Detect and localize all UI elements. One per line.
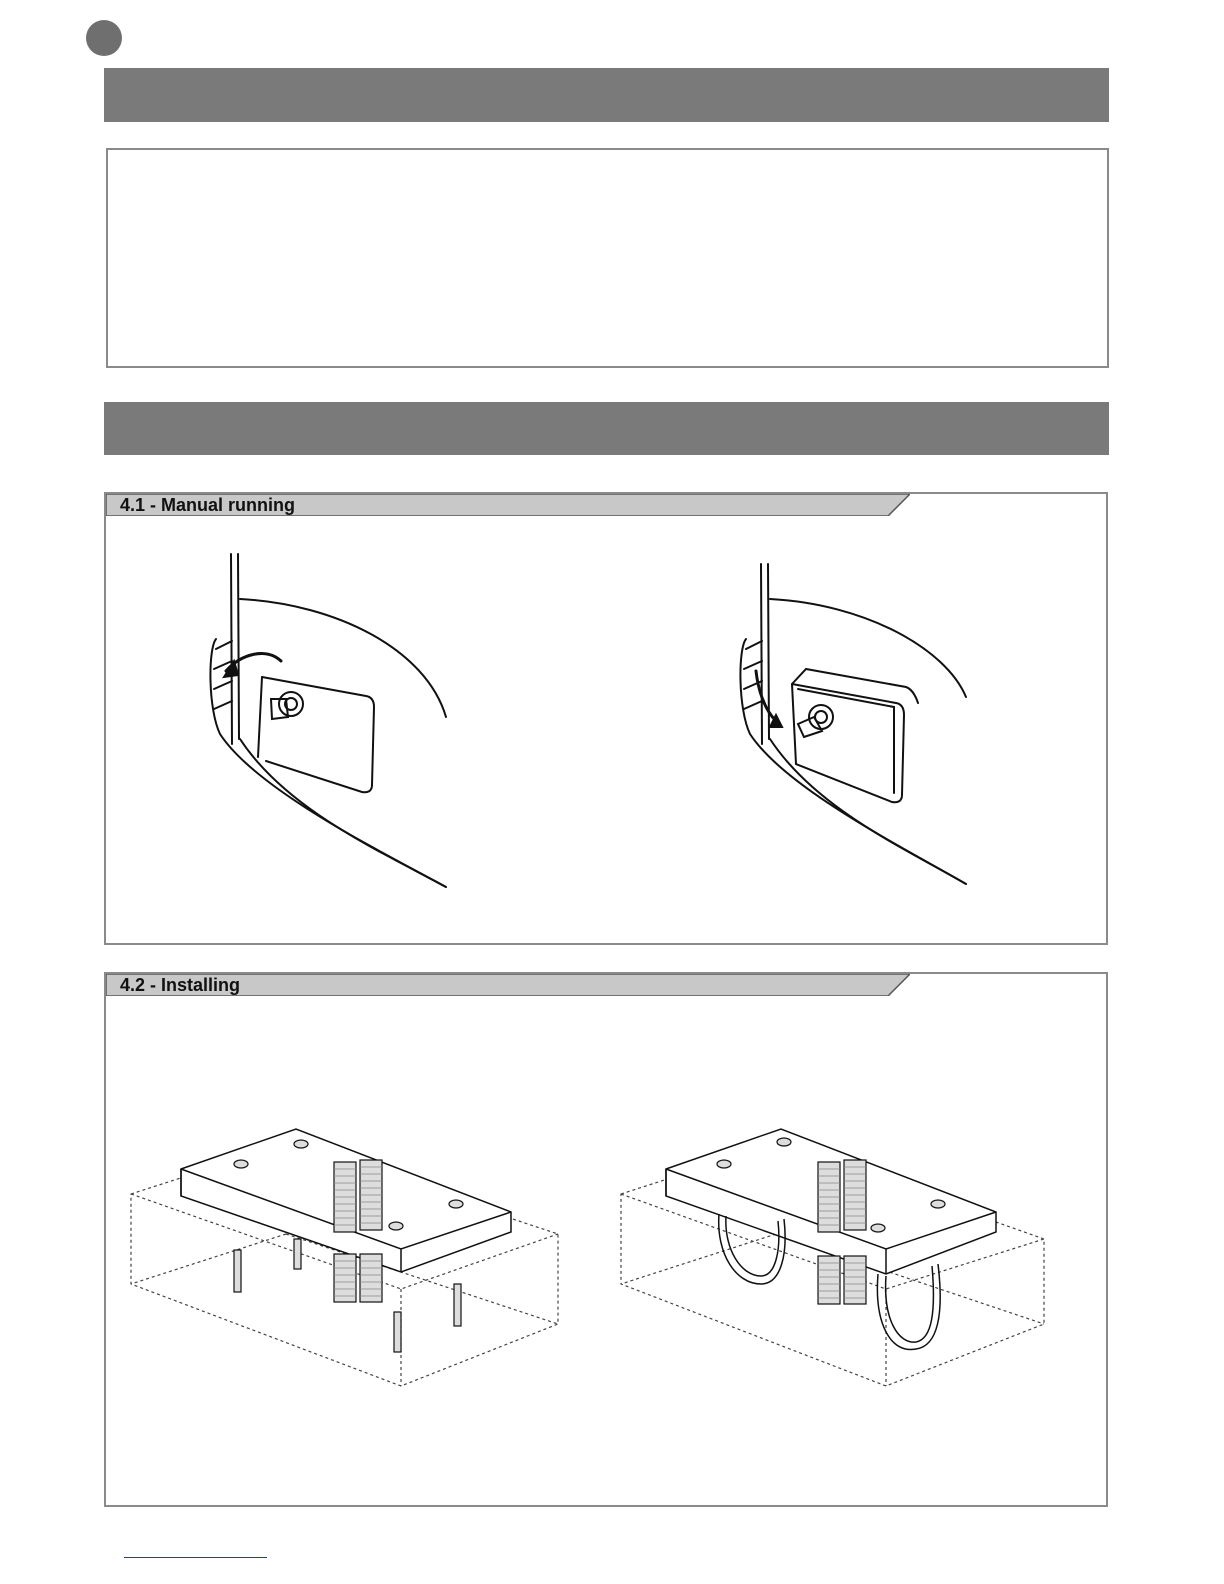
footer-line <box>124 1557 267 1558</box>
installing-panel <box>104 972 1108 1507</box>
section-header-bar <box>104 402 1109 455</box>
motor-release-closed-illustration <box>196 549 556 894</box>
section-title: 4.1 - Manual running <box>120 495 296 515</box>
section-tab <box>106 494 910 516</box>
base-plate-with-anchor-studs-illustration <box>126 1124 566 1394</box>
manual-running-panel <box>104 492 1108 945</box>
empty-text-box <box>106 148 1109 368</box>
section-title: 4.2 - Installing <box>120 975 241 995</box>
section-header-bar <box>104 68 1109 122</box>
base-plate-with-u-bolts-illustration <box>616 1124 1056 1394</box>
page-number-dot <box>86 20 122 56</box>
motor-release-open-illustration <box>726 559 1086 894</box>
section-tab <box>106 974 910 996</box>
